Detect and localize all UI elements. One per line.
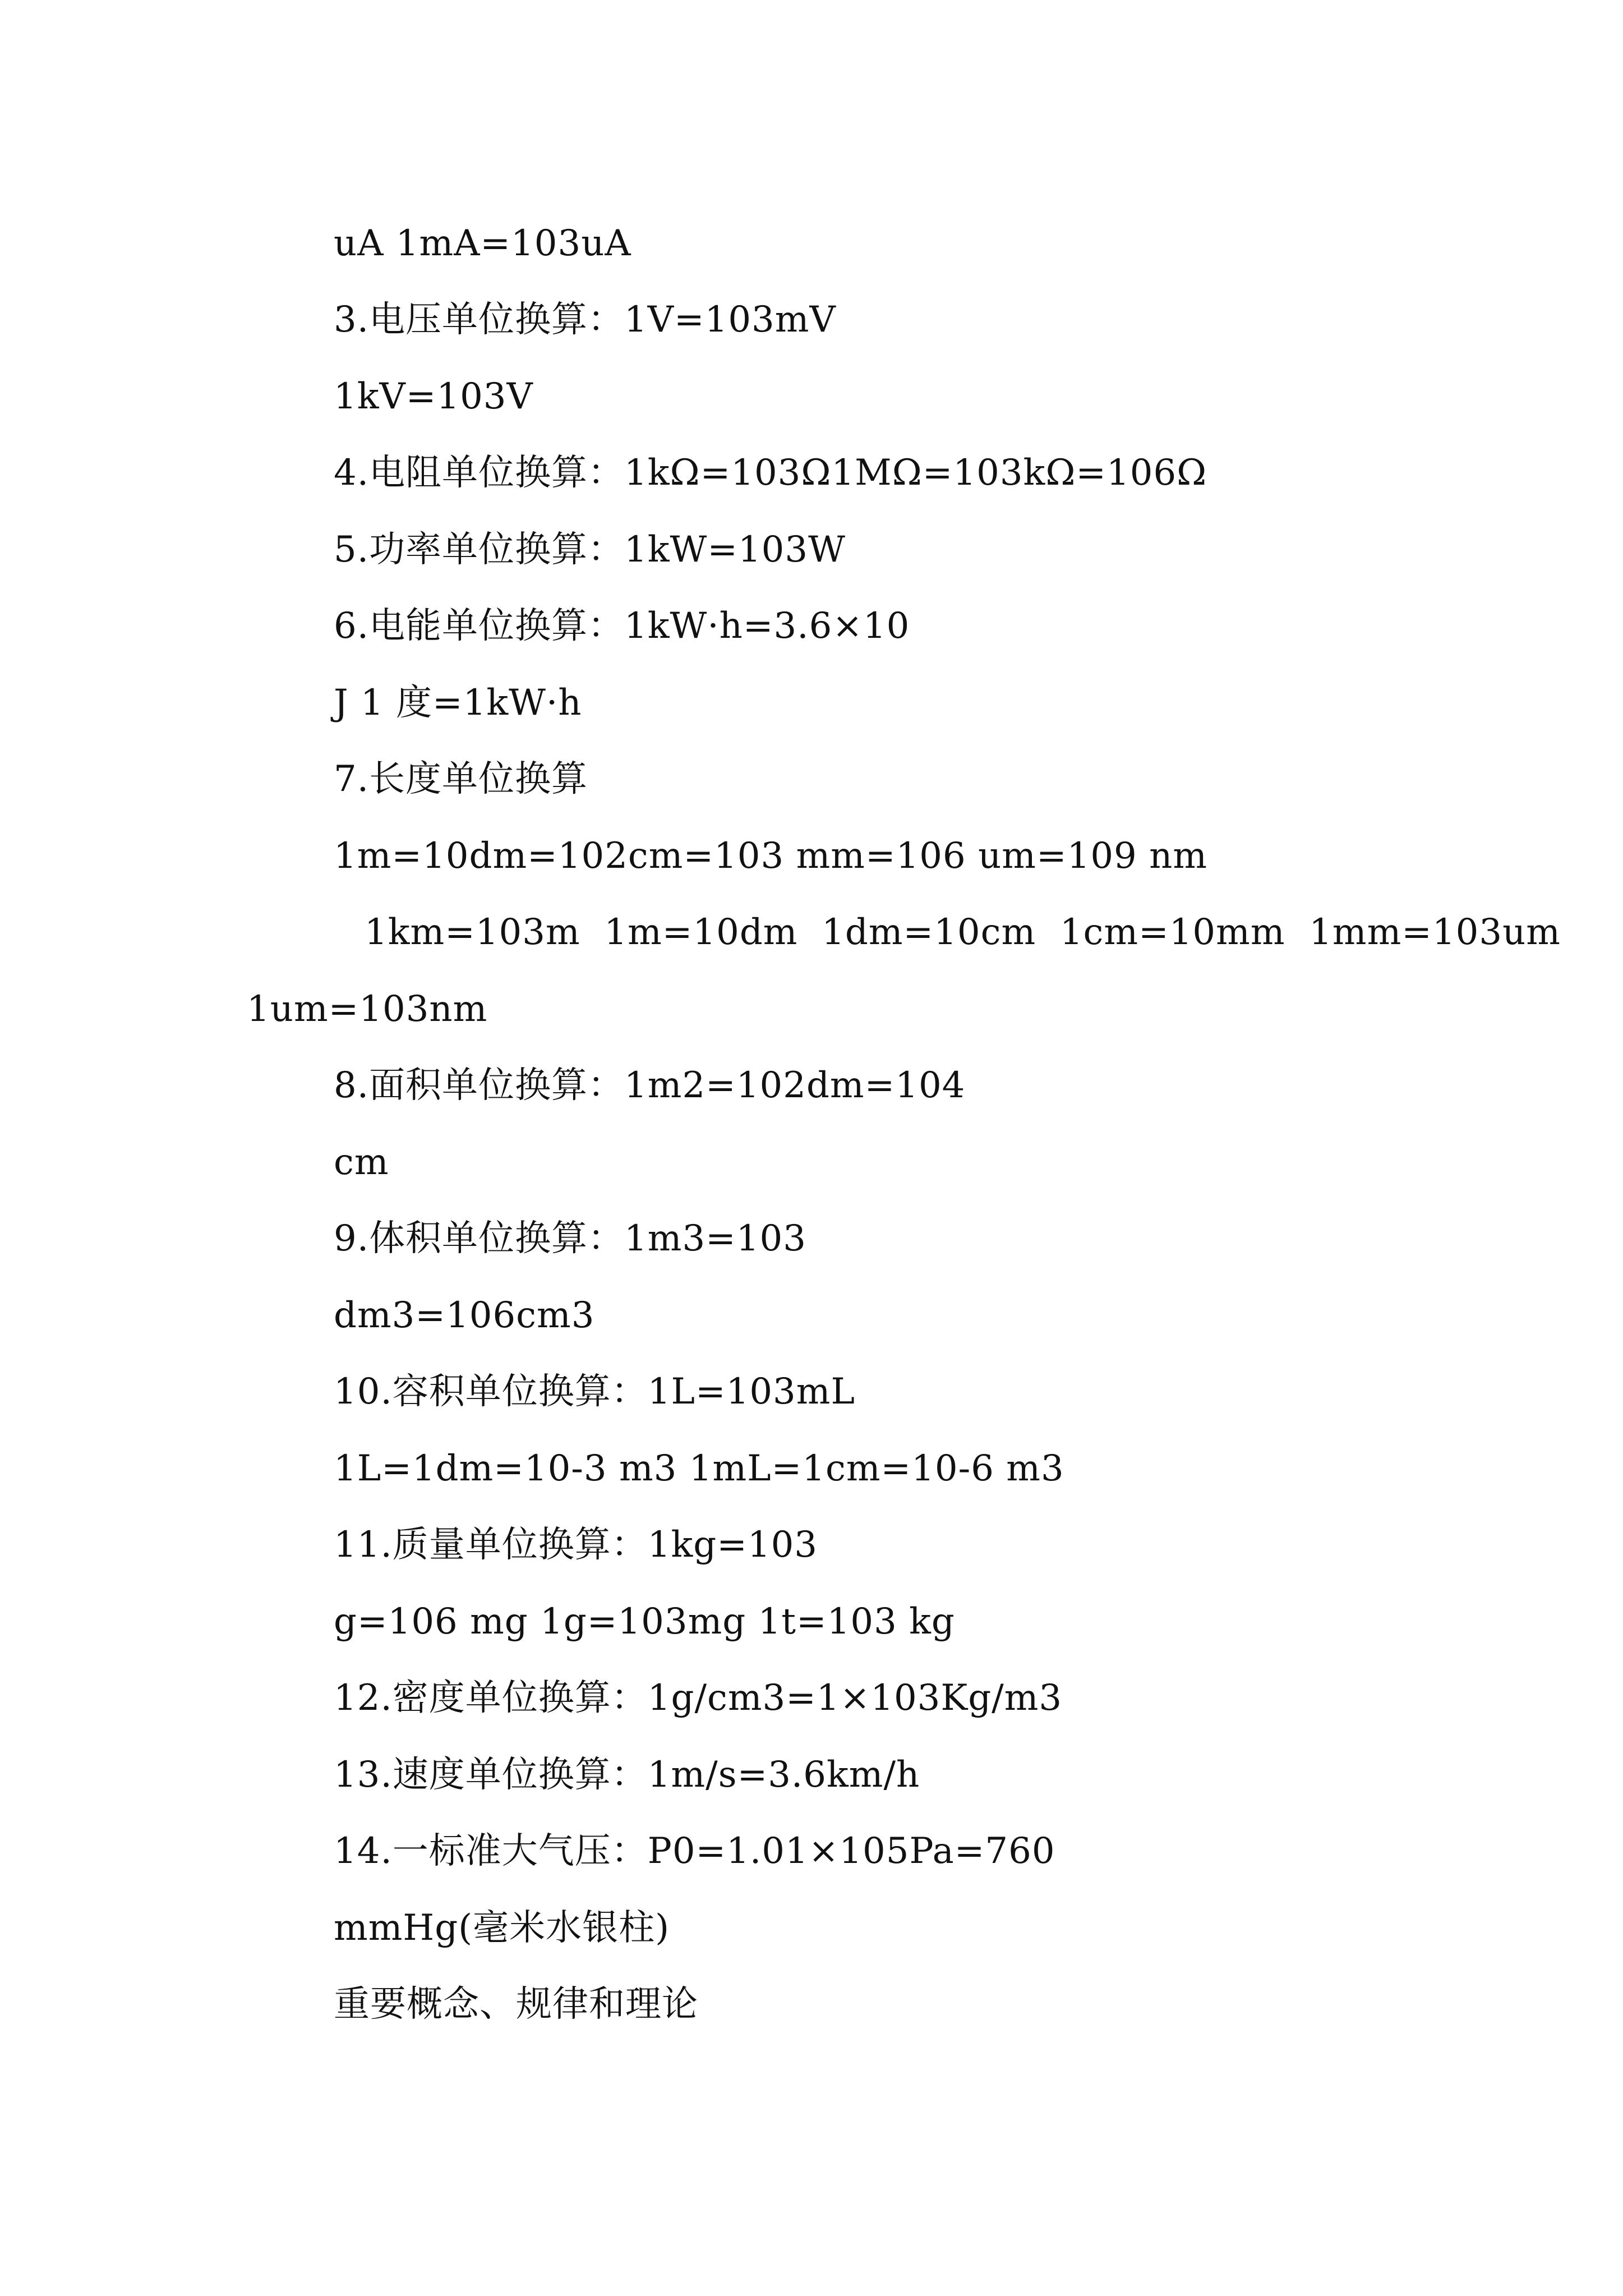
text-line: 5.功率单位换算：1kW=103W bbox=[334, 529, 846, 570]
text-line: 14.一标准大气压：P0=1.01×105Pa=760 bbox=[334, 1830, 1055, 1872]
text-line: 13.速度单位换算：1m/s=3.6km/h bbox=[334, 1754, 920, 1796]
text-line: 6.电能单位换算：1kW·h=3.6×10 bbox=[334, 605, 910, 647]
text-line: 7.长度单位换算 bbox=[334, 758, 588, 800]
text-line: J 1 度=1kW·h bbox=[334, 682, 582, 724]
text-line: 11.质量单位换算：1kg=103 bbox=[334, 1524, 818, 1566]
text-line: 12.密度单位换算：1g/cm3=1×103Kg/m3 bbox=[334, 1677, 1063, 1719]
text-line: 3.电压单位换算：1V=103mV bbox=[334, 299, 836, 341]
text-line: 1L=1dm=10-3 m3 1mL=1cm=10-6 m3 bbox=[334, 1448, 1064, 1489]
text-line: dm3=106cm3 bbox=[334, 1295, 595, 1336]
text-line: 10.容积单位换算：1L=103mL bbox=[334, 1371, 855, 1412]
text-line: uA 1mA=103uA bbox=[334, 223, 631, 264]
text-line: 1kV=103V bbox=[334, 376, 533, 417]
text-line: cm bbox=[334, 1142, 389, 1183]
section-heading: 重要概念、规律和理论 bbox=[334, 1984, 698, 2025]
text-line: 4.电阻单位换算：1kΩ=103Ω1MΩ=103kΩ=106Ω bbox=[334, 452, 1207, 494]
text-line: mmHg(毫米水银柱) bbox=[334, 1907, 670, 1949]
text-line: 1m=10dm=102cm=103 mm=106 um=109 nm bbox=[334, 835, 1207, 877]
text-line: 1um=103nm bbox=[247, 988, 488, 1030]
text-line: g=106 mg 1g=103mg 1t=103 kg bbox=[334, 1601, 955, 1642]
text-line: 8.面积单位换算：1m2=102dm=104 bbox=[334, 1065, 966, 1106]
text-line: 9.体积单位换算：1m3=103 bbox=[334, 1218, 806, 1259]
text-line: 1km=103m 1m=10dm 1dm=10cm 1cm=10mm 1mm=103um bbox=[365, 912, 1561, 953]
